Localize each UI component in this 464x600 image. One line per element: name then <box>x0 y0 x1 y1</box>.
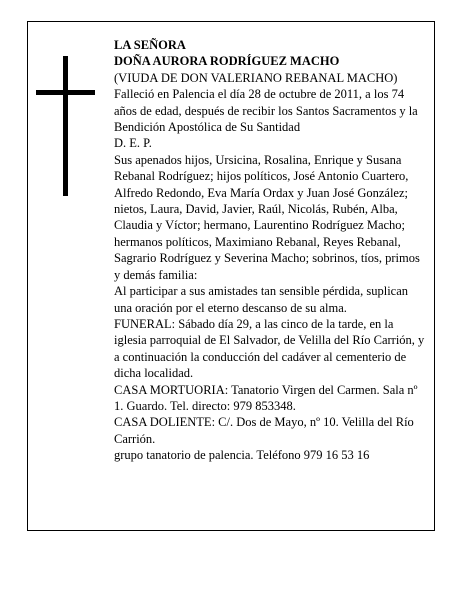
cross-icon-horizontal-bar <box>36 90 95 95</box>
footer-line: grupo tanatorio de palencia. Teléfono 979 16 53 16 <box>114 448 370 463</box>
notice-title: LA SEÑORA <box>114 38 186 52</box>
deceased-name: DOÑA AURORA RODRÍGUEZ MACHO <box>114 54 340 69</box>
casa-doliente: CASA DOLIENTE: C/. Dos de Mayo, nº 10. Velilla del Río Carrión. <box>114 415 414 446</box>
prayer-request: Al participar a sus amistades tan sensible pérdida, suplican una oración por el eterno descanso de su alma. <box>114 284 409 315</box>
family-list: Sus apenados hijos, Ursicina, Rosalina, Enrique y Susana Rebanal Rodríguez; hijos políticos, José Antonio Cuartero, Alfredo Redondo, Eva María Ordax y Juan José González; nietos, Laura, David, Javier, Raúl, Nicolás, Rubén, Alba, Claudia y Víctor; hermano, Laurentino Rodríguez Macho; hermanos políticos, Maximiano Rebanal, Reyes Rebanal, Sagrario Rodríguez y Severina Macho; sobrinos, tíos, primos y demás familia: <box>114 152 420 282</box>
widow-of: (VIUDA DE DON VALERIANO REBANAL MACHO) <box>114 70 398 85</box>
cross-icon-vertical-bar <box>63 56 68 196</box>
casa-mortuoria: CASA MORTUORIA: Tanatorio Virgen del Carmen. Sala nº 1. Guardo. Tel. directo: 979 853348. <box>114 382 418 413</box>
death-info: Falleció en Palencia el día 28 de octubre de 2011, a los 74 años de edad, después de recibir los Santos Sacramentos y la Bendición Apostólica de Su Santidad <box>114 87 418 135</box>
funeral-info: FUNERAL: Sábado día 29, a las cinco de la tarde, en la iglesia parroquial de El Salvador, de Velilla del Río Carrión, y a continuación la conducción del cadáver al cementerio de dicha localidad. <box>114 316 425 381</box>
rip: D. E. P. <box>114 136 152 151</box>
obituary-text <box>114 37 426 464</box>
